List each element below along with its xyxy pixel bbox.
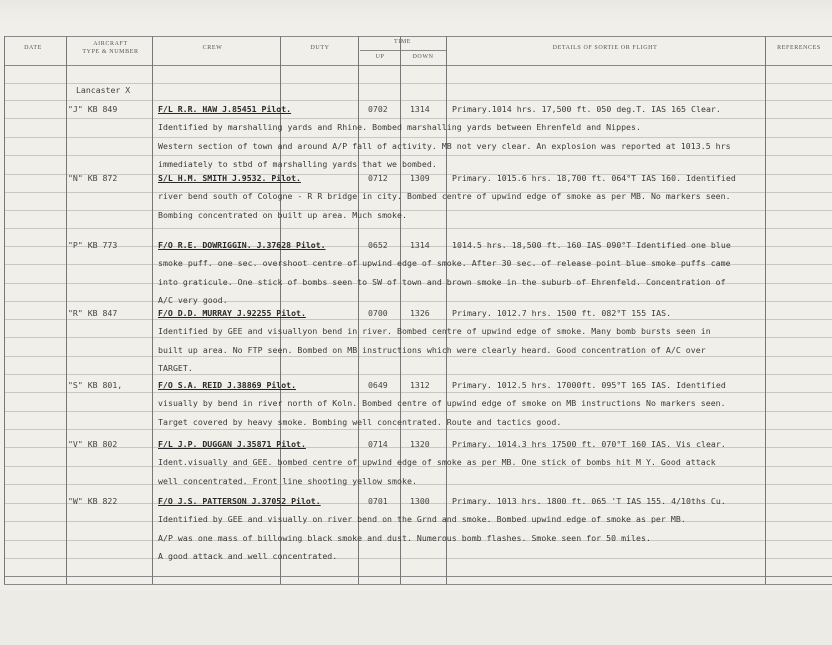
column-divider	[4, 36, 5, 584]
sortie-detail-line: well concentrated. Front line shooting yellow smoke.	[158, 475, 417, 486]
horizontal-rule	[4, 392, 832, 393]
horizontal-rule	[4, 100, 832, 101]
horizontal-rule	[4, 411, 832, 412]
aircraft-id: "R" KB 847	[68, 308, 118, 318]
crew-pilot: F/O R.E. DOWRIGGIN. J.37628 Pilot.	[158, 240, 326, 250]
time-up: 0652	[368, 240, 388, 250]
horizontal-rule	[4, 301, 832, 302]
header-time-down: DOWN	[412, 54, 434, 60]
header-crew: CREW	[202, 45, 223, 51]
horizontal-rule	[4, 356, 832, 357]
column-divider	[400, 36, 401, 584]
sortie-detail-line: Primary. 1012.7 hrs. 1500 ft. 082°T 155 IAS.	[452, 308, 672, 318]
sortie-detail-line: into graticule. One stick of bombs seen to SW of town and brown smoke in the suburb of Ehrenfeld. Concentration of	[158, 276, 726, 287]
horizontal-rule	[4, 65, 832, 66]
horizontal-rule	[4, 484, 832, 485]
column-divider	[358, 36, 359, 584]
sortie-detail-line: Target covered by heavy smoke. Bombing well concentrated. Route and tactics good.	[158, 416, 562, 427]
horizontal-rule	[4, 137, 832, 138]
column-divider	[765, 36, 766, 584]
time-up: 0700	[368, 308, 388, 318]
crew-pilot: S/L H.M. SMITH J.9532. Pilot.	[158, 173, 301, 183]
header-aircraft-type: TYPE & NUMBER	[82, 49, 139, 55]
horizontal-rule	[4, 83, 832, 84]
horizontal-rule	[4, 319, 832, 320]
header-aircraft: AIRCRAFT	[93, 41, 128, 47]
aircraft-id: "N" KB 872	[68, 173, 118, 183]
horizontal-rule	[4, 337, 832, 338]
horizontal-rule	[4, 429, 832, 430]
column-divider	[152, 36, 153, 584]
sortie-detail-line: visually by bend in river north of Koln. Bombed centre of upwind edge of smoke on MB instructions No markers seen.	[158, 398, 726, 409]
sortie-detail-line: Western section of town and around A/P fall of activity. MB not very clear. An explosion was reported at 1013.5 hrs	[158, 140, 731, 151]
aircraft-id: "W" KB 822	[68, 496, 118, 506]
horizontal-rule	[4, 374, 832, 375]
time-down: 1314	[410, 104, 430, 114]
aircraft-id: "V" KB 802	[68, 439, 118, 449]
sortie-detail-line: smoke puff. one sec. overshoot centre of upwind edge of smoke. After 30 sec. of release point blue smoke puffs came	[158, 258, 731, 269]
time-down: 1309	[410, 173, 430, 183]
time-down: 1326	[410, 308, 430, 318]
header-time-up: UP	[375, 54, 385, 60]
sortie-detail-line: TARGET.	[158, 362, 193, 373]
sortie-detail-line: Ident.visually and GEE. bombed centre of upwind edge of smoke as per MB. One stick of bombs hit M Y. Good attack	[158, 457, 716, 468]
sortie-detail-line: Identified by GEE and visually on river bend on the Grnd and smoke. Bombed upwind edge of smoke as per MB.	[158, 514, 686, 525]
horizontal-rule	[4, 228, 832, 229]
header-references: REFERENCES	[777, 45, 821, 51]
horizontal-rule	[4, 210, 832, 211]
time-up: 0701	[368, 496, 388, 506]
column-divider	[66, 36, 67, 584]
sortie-detail-line: Bombing concentrated on built up area. Much smoke.	[158, 209, 407, 220]
column-divider	[446, 36, 447, 584]
sortie-detail-line: Primary.1014 hrs. 17,500 ft. 050 deg.T. IAS 165 Clear.	[452, 104, 721, 114]
aircraft-id: "J" KB 849	[68, 104, 118, 114]
header-date: DATE	[24, 45, 42, 51]
horizontal-rule	[4, 558, 832, 559]
sortie-detail-line: immediately to stbd of marshalling yards that we bombed.	[158, 158, 437, 169]
time-down: 1320	[410, 439, 430, 449]
crew-pilot: F/O D.D. MURRAY J.92255 Pilot.	[158, 308, 306, 318]
time-down: 1300	[410, 496, 430, 506]
page-top-margin	[0, 0, 832, 20]
aircraft-id: "S" KB 801,	[68, 380, 123, 390]
crew-pilot: F/O S.A. REID J.38869 Pilot.	[158, 380, 297, 390]
sortie-detail-line: Primary. 1015.6 hrs. 18,700 ft. 064°T IAS 160. Identified	[452, 173, 736, 183]
header-details: DETAILS OF SORTIE OR FLIGHT	[552, 45, 658, 51]
page-bottom-margin	[0, 590, 832, 645]
sortie-detail-line: river bend south of Cologne - R R bridge in city. Bombed centre of upwind edge of smoke as per MB. No markers seen.	[158, 191, 731, 202]
sortie-detail-line: built up area. No FTP seen. Bombed on MB instructions which were clearly heard. Good concentration of A/C over	[158, 344, 706, 355]
sortie-detail-line: Primary. 1013 hrs. 1800 ft. 065 'T IAS 155. 4/10ths Cu.	[452, 496, 726, 506]
time-up: 0649	[368, 380, 388, 390]
sortie-detail-line: 1014.5 hrs. 18,500 ft. 160 IAS 090°T Identified one blue	[452, 240, 731, 250]
sortie-detail-line: Identified by GEE and visuallyon bend in river. Bombed centre of upwind edge of smoke. Many bomb bursts seen in	[158, 326, 711, 337]
time-up: 0712	[368, 173, 388, 183]
horizontal-rule	[4, 118, 832, 119]
crew-pilot: F/O J.S. PATTERSON J.37052 Pilot.	[158, 496, 321, 506]
horizontal-rule	[4, 576, 832, 577]
sortie-detail-line: A good attack and well concentrated.	[158, 550, 338, 561]
horizontal-rule	[360, 50, 446, 51]
aircraft-type-label: Lancaster X	[76, 85, 131, 95]
sortie-detail-line: Primary. 1012.5 hrs. 17000ft. 095°T 165 IAS. Identified	[452, 380, 726, 390]
horizontal-rule	[4, 584, 832, 585]
aircraft-id: "P" KB 773	[68, 240, 118, 250]
time-down: 1312	[410, 380, 430, 390]
sortie-detail-line: A/P was one mass of billowing black smoke and dust. Numerous bomb flashes. Smoke seen for 50 miles.	[158, 532, 651, 543]
sortie-detail-line: Identified by marshalling yards and Rhine. Bombed marshalling yards between Ehrenfeld and Nippes.	[158, 122, 641, 133]
horizontal-rule	[4, 36, 832, 37]
sortie-detail-line: A/C very good.	[158, 294, 228, 305]
time-up: 0714	[368, 439, 388, 449]
horizontal-rule	[4, 155, 832, 156]
header-duty: DUTY	[310, 45, 330, 51]
crew-pilot: F/L R.R. HAW J.85451 Pilot.	[158, 104, 292, 114]
time-up: 0702	[368, 104, 388, 114]
header-time: TIME	[393, 39, 412, 45]
sortie-detail-line: Primary. 1014.3 hrs 17500 ft. 070°T 160 IAS. Vis clear.	[452, 439, 726, 449]
crew-pilot: F/L J.P. DUGGAN J.35871 Pilot.	[158, 439, 306, 449]
time-down: 1314	[410, 240, 430, 250]
